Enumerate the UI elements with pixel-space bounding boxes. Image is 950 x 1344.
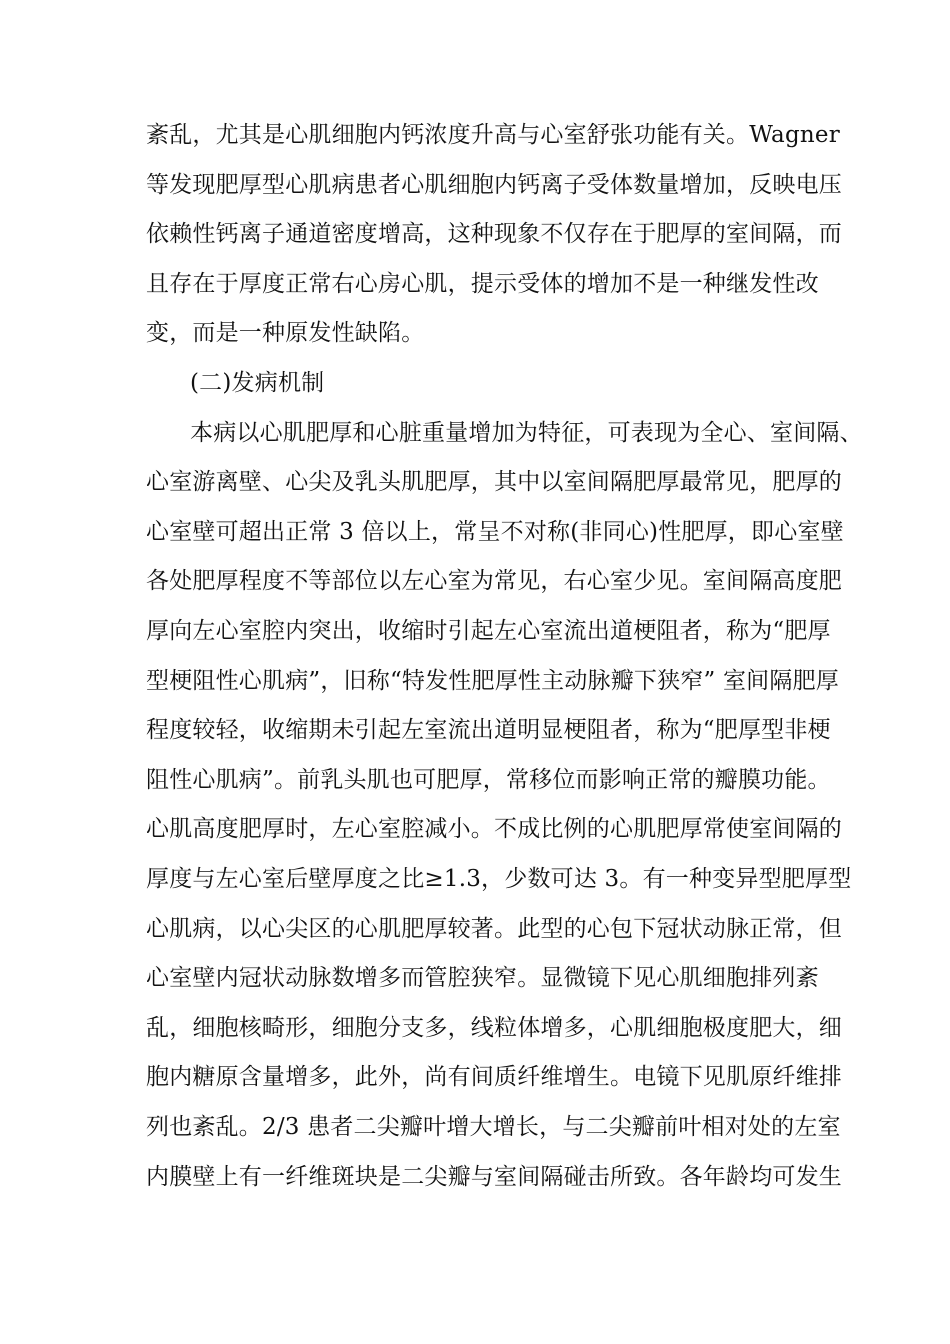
text-line: 心肌病，以心尖区的心肌肥厚较著。此型的心包下冠状动脉正常，但 — [146, 916, 842, 942]
text-line: 心室游离壁、心尖及乳头肌肥厚，其中以室间隔肥厚最常见，肥厚的 — [146, 469, 842, 495]
text-line: 列也紊乱。2/3 患者二尖瓣叶增大增长，与二尖瓣前叶相对处的左室 — [146, 1114, 841, 1140]
text-line: 厚向左心室腔内突出，收缩时引起左心室流出道梗阻者，称为“肥厚 — [146, 618, 831, 644]
text-line: 内膜壁上有一纤维斑块是二尖瓣与室间隔碰击所致。各年龄均可发生 — [146, 1164, 842, 1190]
text-line: 胞内糖原含量增多，此外，尚有间质纤维增生。电镜下见肌原纤维排 — [146, 1064, 842, 1090]
text-line: 本病以心肌肥厚和心脏重量增加为特征，可表现为全心、室间隔、 — [190, 420, 863, 446]
text-line: 各处肥厚程度不等部位以左心室为常见，右心室少见。室间隔高度肥 — [146, 568, 842, 594]
text-line: 心室壁内冠状动脉数增多而管腔狭窄。显微镜下见心肌细胞排列紊 — [146, 965, 819, 991]
text-line: 乱，细胞核畸形，细胞分支多，线粒体增多，心肌细胞极度肥大，细 — [146, 1015, 842, 1041]
text-line: 阻性心肌病”。前乳头肌也可肥厚，常移位而影响正常的瓣膜功能。 — [146, 767, 831, 793]
text-line: 型梗阻性心肌病”，旧称“特发性肥厚性主动脉瓣下狭窄” 室间隔肥厚 — [146, 668, 839, 694]
text-line: 等发现肥厚型心肌病患者心肌细胞内钙离子受体数量增加，反映电压 — [146, 172, 842, 198]
text-line: 紊乱，尤其是心肌细胞内钙浓度升高与心室舒张功能有关。Wagner — [146, 122, 840, 148]
text-line: 程度较轻，收缩期未引起左室流出道明显梗阻者，称为“肥厚型非梗 — [146, 717, 831, 743]
text-line: 变，而是一种原发性缺陷。 — [146, 320, 425, 346]
text-line: 心肌高度肥厚时，左心室腔减小。不成比例的心肌肥厚常使室间隔的 — [146, 816, 842, 842]
section-heading: (二)发病机制 — [190, 370, 325, 396]
text-line: 厚度与左心室后壁厚度之比≥1.3，少数可达 3。有一种变异型肥厚型 — [146, 866, 852, 892]
text-line: 依赖性钙离子通道密度增高，这种现象不仅存在于肥厚的室间隔，而 — [146, 221, 842, 247]
text-line: 且存在于厚度正常右心房心肌，提示受体的增加不是一种继发性改 — [146, 271, 819, 297]
text-line: 心室壁可超出正常 3 倍以上，常呈不对称(非同心)性肥厚，即心室壁 — [146, 519, 844, 545]
